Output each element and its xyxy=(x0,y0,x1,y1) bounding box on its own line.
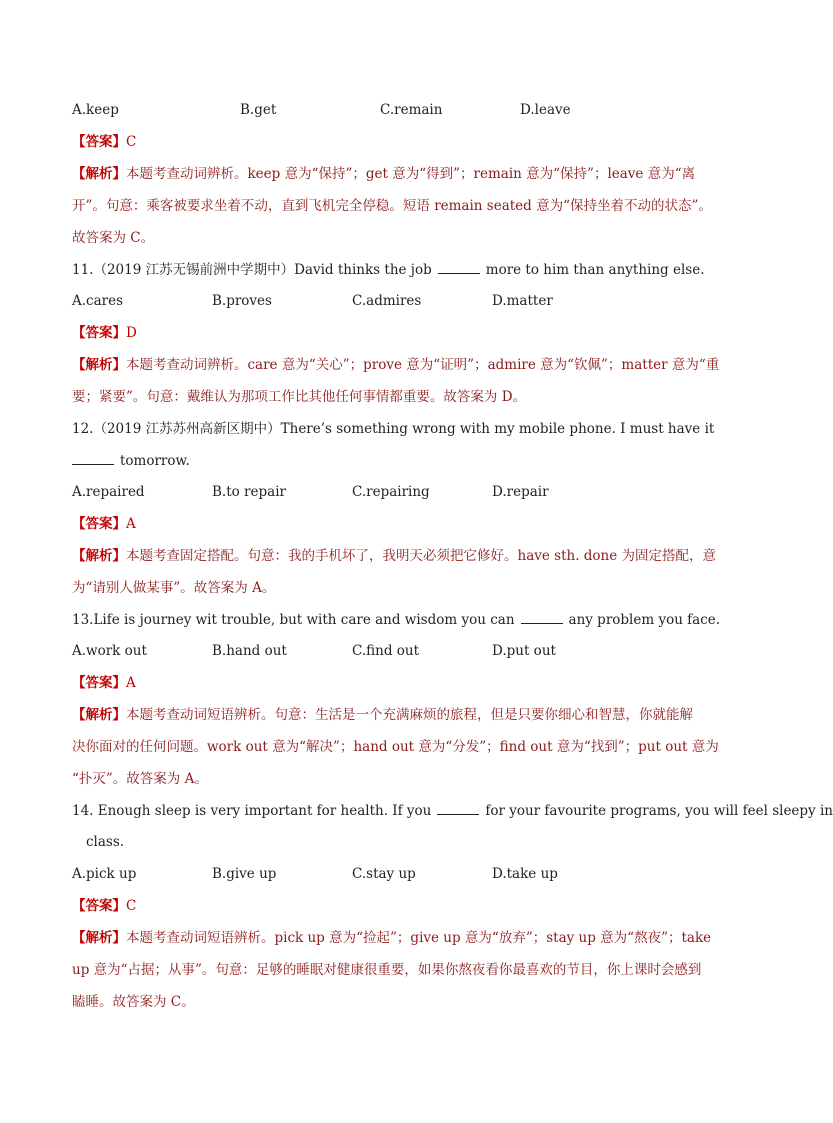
answer-label: 【答案】 xyxy=(72,134,126,150)
explanation-label: 【解析】 xyxy=(72,930,126,946)
q12-explanation-line-1 xyxy=(72,546,724,566)
q10-option-a: A.keep xyxy=(72,102,119,118)
q14-options xyxy=(72,864,724,884)
answer-value: C xyxy=(126,134,137,150)
answer-label: 【答案】 xyxy=(72,898,126,914)
q14-explanation-line-1 xyxy=(72,928,724,948)
answer-blank xyxy=(521,611,563,624)
q10-explanation-line-2: 开”。句意：乘客被要求坐着不动，直到飞机完全停稳。短语 remain seated 意为“保持坐着不动的状态”。 xyxy=(72,198,712,214)
answer-value: A xyxy=(126,516,136,532)
q13-option-b: B.hand out xyxy=(212,643,287,659)
q13-option-d: D.put out xyxy=(492,643,556,659)
q10-option-d: D.leave xyxy=(520,102,571,118)
answer-blank xyxy=(72,452,114,465)
q11-option-a: A.cares xyxy=(72,293,124,309)
q14-stem-pre: 14. Enough sleep is very important for health. If you xyxy=(72,803,432,819)
q13-stem xyxy=(72,610,724,630)
explanation-text: 本题考查动词短语辨析。句意：生活是一个充满麻烦的旅程，但是只要你细心和智慧，你就能解 xyxy=(126,707,693,723)
q14-option-b: B.give up xyxy=(212,866,277,882)
q14-option-a: A.pick up xyxy=(72,866,137,882)
q12-answer xyxy=(72,514,724,534)
q13-explanation-line-2: 决你面对的任何问题。work out 意为“解决”；hand out 意为“分发”；find out 意为“找到”；put out 意为 xyxy=(72,739,719,755)
q13-option-c: C.find out xyxy=(352,643,420,659)
q14-option-d: D.take up xyxy=(492,866,558,882)
q14-stem-line-2: class. xyxy=(86,834,125,850)
q11-stem xyxy=(72,260,724,280)
q12-explanation-line-2: 为“请别人做某事”。故答案为 A。 xyxy=(72,580,276,596)
q12-stem-line-2 xyxy=(72,451,724,471)
q10-answer xyxy=(72,132,724,152)
q11-option-b: B.proves xyxy=(212,293,272,309)
q13-stem-post: any problem you face. xyxy=(568,612,721,628)
q13-explanation-line-1 xyxy=(72,705,724,725)
q12-option-c: C.repairing xyxy=(352,484,430,500)
answer-blank xyxy=(437,802,479,815)
explanation-text: 本题考查固定搭配。句意：我的手机坏了，我明天必须把它修好。have sth. done 为固定搭配，意 xyxy=(126,548,717,564)
q12-option-d: D.repair xyxy=(492,484,549,500)
q13-answer xyxy=(72,673,724,693)
q13-options xyxy=(72,641,724,661)
q14-stem-line-1 xyxy=(72,801,833,821)
answer-label: 【答案】 xyxy=(72,675,126,691)
q11-stem-post: more to him than anything else. xyxy=(485,262,705,278)
q11-option-c: C.admires xyxy=(352,293,422,309)
answer-blank xyxy=(438,261,480,274)
q10-option-c: C.remain xyxy=(380,102,443,118)
q14-stem-post: for your favourite programs, you will feel sleepy in xyxy=(485,803,833,819)
q14-option-c: C.stay up xyxy=(352,866,416,882)
q12-stem-post: tomorrow. xyxy=(120,453,190,469)
q11-answer xyxy=(72,323,724,343)
q10-explanation-line-1 xyxy=(72,164,724,184)
q11-option-d: D.matter xyxy=(492,293,553,309)
answer-value: D xyxy=(126,325,137,341)
explanation-label: 【解析】 xyxy=(72,707,126,723)
answer-value: A xyxy=(126,675,136,691)
q13-explanation-line-3: “扑灭”。故答案为 A。 xyxy=(72,771,208,787)
explanation-label: 【解析】 xyxy=(72,548,126,564)
q14-explanation-line-2: up 意为“占据；从事”。句意：足够的睡眠对健康很重要，如果你熬夜看你最喜欢的节目，你上课时会感到 xyxy=(72,962,702,978)
q12-option-a: A.repaired xyxy=(72,484,145,500)
q11-explanation-line-1 xyxy=(72,355,724,375)
q13-option-a: A.work out xyxy=(72,643,147,659)
q11-explanation-line-2: 要；紧要”。句意：戴维认为那项工作比其他任何事情都重要。故答案为 D。 xyxy=(72,389,527,405)
q10-option-b: B.get xyxy=(240,102,277,118)
explanation-label: 【解析】 xyxy=(72,357,126,373)
explanation-text: 本题考查动词辨析。keep 意为“保持”；get 意为“得到”；remain 意为“保持”；leave 意为“离 xyxy=(126,166,696,182)
answer-label: 【答案】 xyxy=(72,516,126,532)
explanation-label: 【解析】 xyxy=(72,166,126,182)
q12-stem-line-1: 12.（2019 江苏苏州高新区期中）There’s something wrong with my mobile phone. I must have it xyxy=(72,421,715,437)
q10-explanation-line-3: 故答案为 C。 xyxy=(72,230,155,246)
q11-stem-pre: 11.（2019 江苏无锡前洲中学期中）David thinks the job xyxy=(72,262,432,278)
q14-answer xyxy=(72,896,724,916)
q12-options xyxy=(72,482,724,502)
q13-stem-pre: 13.Life is journey wit trouble, but with care and wisdom you can xyxy=(72,612,515,628)
explanation-text: 本题考查动词辨析。care 意为“关心”；prove 意为“证明”；admire 意为“钦佩”；matter 意为“重 xyxy=(126,357,720,373)
q14-explanation-line-3: 瞌睡。故答案为 C。 xyxy=(72,994,195,1010)
answer-value: C xyxy=(126,898,137,914)
q12-option-b: B.to repair xyxy=(212,484,286,500)
explanation-text: 本题考查动词短语辨析。pick up 意为“捡起”；give up 意为“放弃”；stay up 意为“熬夜”；take xyxy=(126,930,712,946)
q10-options xyxy=(72,100,724,120)
q11-options xyxy=(72,291,724,311)
answer-label: 【答案】 xyxy=(72,325,126,341)
